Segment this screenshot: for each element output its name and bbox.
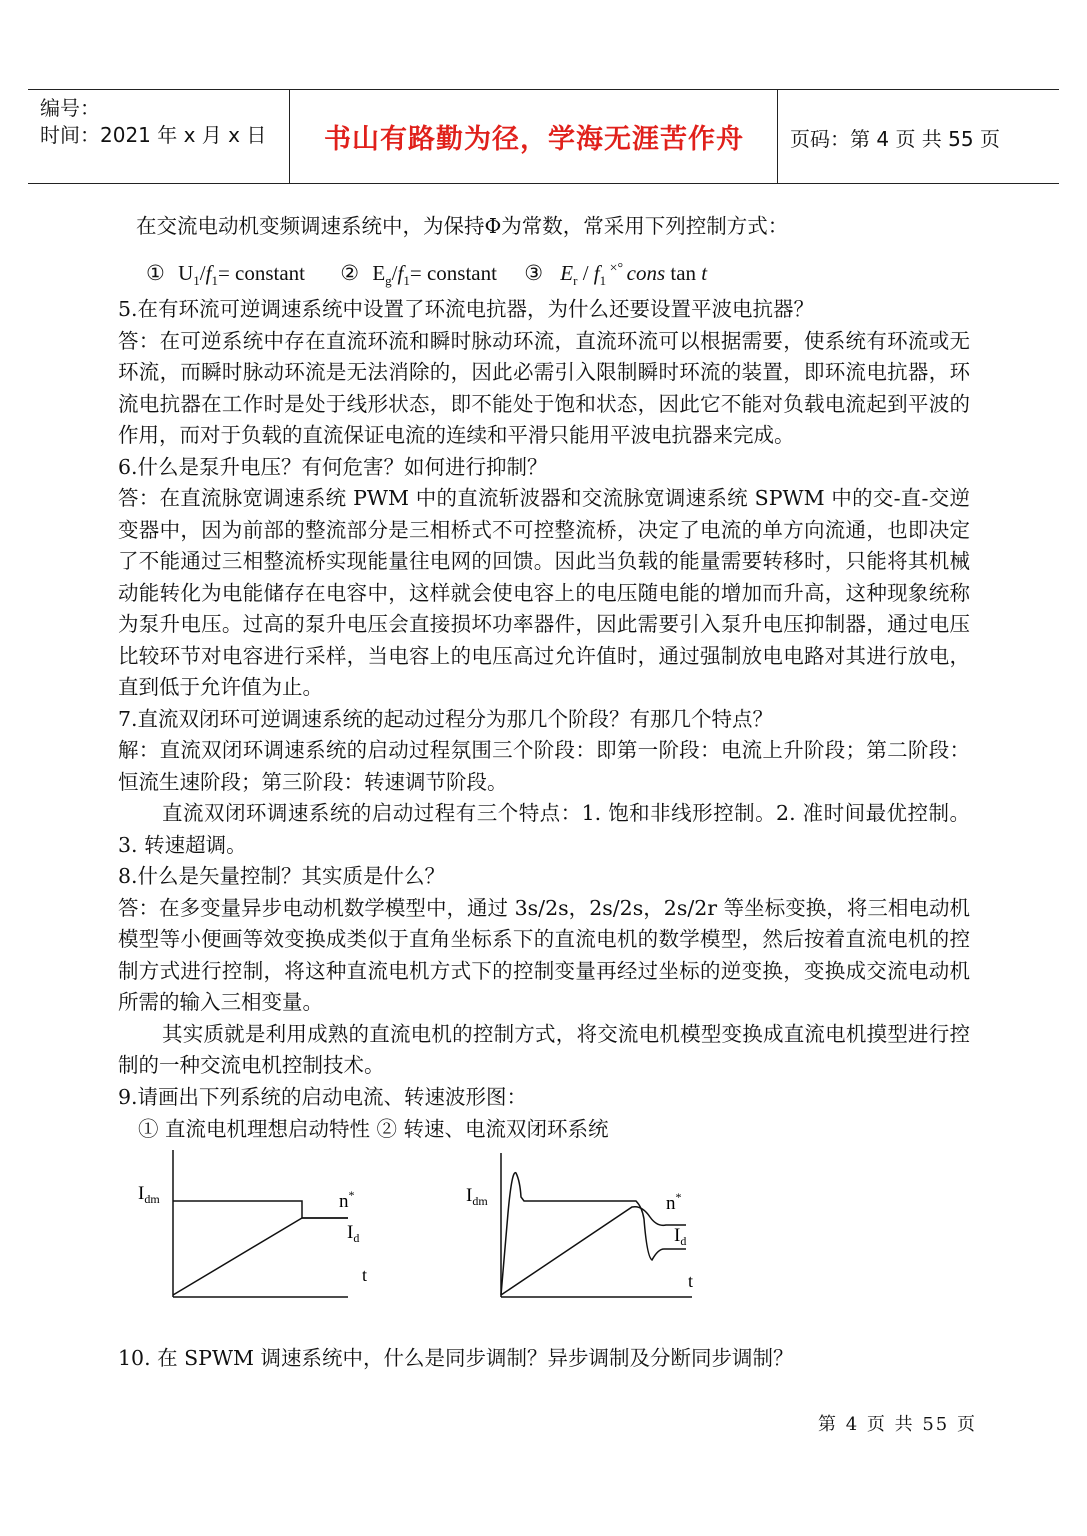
question-8: 8.什么是矢量控制？其实质是什么？: [118, 864, 446, 888]
id-label: $I_d$: [674, 1225, 687, 1248]
t-axis-label: t: [688, 1271, 694, 1291]
formula-tan: tan: [665, 261, 702, 285]
formula-constant-2: = constant: [409, 261, 497, 285]
current-trace: [173, 1201, 348, 1218]
formula-f-symbol: f: [205, 261, 212, 285]
formula-t: t: [701, 261, 708, 285]
header-divider: [289, 90, 290, 183]
formula-constant-1: = constant: [217, 261, 306, 285]
page-header: [28, 89, 1059, 184]
question-6: 6.什么是泵升电压？有何危害？如何进行抑制？: [118, 454, 548, 479]
formula-cons: cons: [626, 261, 666, 285]
option-1-marker: ①: [146, 261, 165, 285]
formula-f-subscript: 1: [403, 273, 410, 289]
formula-u-subscript: 1: [193, 273, 200, 289]
idm-label: $I_{dm}$: [466, 1185, 488, 1208]
formula-f-symbol: f: [593, 261, 600, 285]
header-meta: [40, 95, 266, 149]
option-2-marker: ②: [340, 261, 360, 285]
ideal-start-waveform: [136, 1145, 396, 1305]
id-label: $I_d$: [347, 1222, 360, 1245]
formula-f-subscript: 1: [599, 273, 607, 289]
formula-slash: /: [391, 261, 398, 285]
formula-u-symbol: U: [178, 261, 194, 285]
formula-f-symbol: f: [397, 261, 404, 285]
question-7: 7.直流双闭环可逆调速系统的起动过程分为那几个阶段？有那几个特点？: [118, 706, 774, 731]
question-5: 5.在有环流可逆调速系统中设置了环流电抗器，为什么还要设置平波电抗器？: [118, 297, 815, 321]
answer-6: 答：在直流脉宽调速系统 PWM 中的直流斩波器和交流脉宽调速系统 SPWM 中的交-直-交逆变器中，因为前部的整流部分是三相桥式不可控整流桥，决定了电流的单方向流通，也即决定了不能通过三相整流桥实现能量往电网的回馈。因此当负载的能量需要转移时，只能将其机械动能转化为电能储存在电容中，这样就会使电容上的电压随电能的增加而升高，这种现象统称为泵升电压。过高的泵升电压会直接损坏功率器件，因此需要引入泵升电压抑制器，通过电压比较环节对电容进行采样，当电容上的电压高过允许值时，通过强制放电电路对其进行放电，直到低于允许值为止。: [118, 486, 970, 699]
answer-8-part-1: 答：在多变量异步电动机数学模型中，通过 3s/2s，2s/2s，2s/2r 等坐标变换，将三相电动机模型等小便画等效变换成类似于直角坐标系下的直流电机的数学模型，然后按着直流电机的控制方式进行控制，将这种直流电机方式下的控制变量再经过坐标的逆变换，变换成交流电动机所需的输入三相变量。: [118, 895, 970, 1014]
formula-slash: /: [577, 261, 594, 285]
control-formulas: [118, 244, 970, 294]
formula-er-subscript: r: [573, 273, 578, 289]
formula-er-symbol: E: [560, 261, 574, 285]
formula-e-symbol: E: [372, 261, 386, 285]
serial-label: 编号：: [40, 96, 100, 120]
waveform-figures: [118, 1145, 970, 1305]
header-page-info: 页码：第 4 页 共 55 页: [790, 127, 1000, 151]
formula-slash: /: [199, 261, 206, 285]
formula-f-subscript: 1: [211, 273, 218, 289]
formula-garbled-symbol: ×°: [606, 261, 627, 276]
option-3-marker: ③: [524, 261, 544, 285]
double-loop-waveform: [464, 1145, 724, 1305]
answer-8-part-2: 其实质就是利用成熟的直流电机的控制方式，将交流电机模型变换成直流电机摸型进行控制的一种交流电机控制技术。: [118, 1021, 970, 1077]
answer-5: 答：在可逆系统中存在直流环流和瞬时脉动环流，直流环流可以根据需要，使系统有环流或无环流，而瞬时脉动环流是无法消除的，因此必需引入限制瞬时环流的装置，即环流电抗器，环流电抗器在工作时是处于线形状态，即不能处于饱和状态，因此它不能对负载电流起到平波的作用，而对于负载的直流保证电流的连续和平滑只能用平波电抗器来完成。: [118, 328, 970, 447]
n-star-label: n*: [666, 1190, 682, 1214]
t-axis-label: t: [362, 1265, 368, 1285]
answer-7-part-2: 直流双闭环调速系统的启动过程有三个特点：1. 饱和非线形控制。2. 准时间最优控制。3. 转速超调。: [118, 801, 970, 857]
intro-paragraph: 在交流电动机变频调速系统中，为保持Φ为常数，常采用下列控制方式：: [136, 214, 789, 238]
question-9: 9.请画出下列系统的启动电流、转速波形图：: [118, 1084, 528, 1109]
page-footer: 第 4 页 共 55 页: [818, 1414, 977, 1435]
header-divider: [777, 90, 778, 183]
idm-label: $I_{dm}$: [138, 1183, 160, 1206]
header-motto: 书山有路勤为径，学海无涯苦作舟: [324, 124, 744, 155]
document-body: [118, 208, 970, 1375]
time-label: 时间：2021 年 x 月 x 日: [40, 123, 267, 147]
n-star-label: n*: [339, 1188, 355, 1212]
question-9-items: ① 直流电机理想启动特性 ② 转速、电流双闭环系统: [138, 1117, 609, 1141]
answer-7-part-1: 解：直流双闭环调速系统的启动过程氛围三个阶段：即第一阶段：电流上升阶段；第二阶段：恒流生速阶段；第三阶段：转速调节阶段。: [118, 738, 970, 794]
question-10: 10. 在 SPWM 调速系统中，什么是同步调制？异步调制及分断同步调制？: [118, 1346, 794, 1370]
speed-trace: [173, 1218, 348, 1295]
formula-e-subscript: g: [385, 273, 392, 289]
